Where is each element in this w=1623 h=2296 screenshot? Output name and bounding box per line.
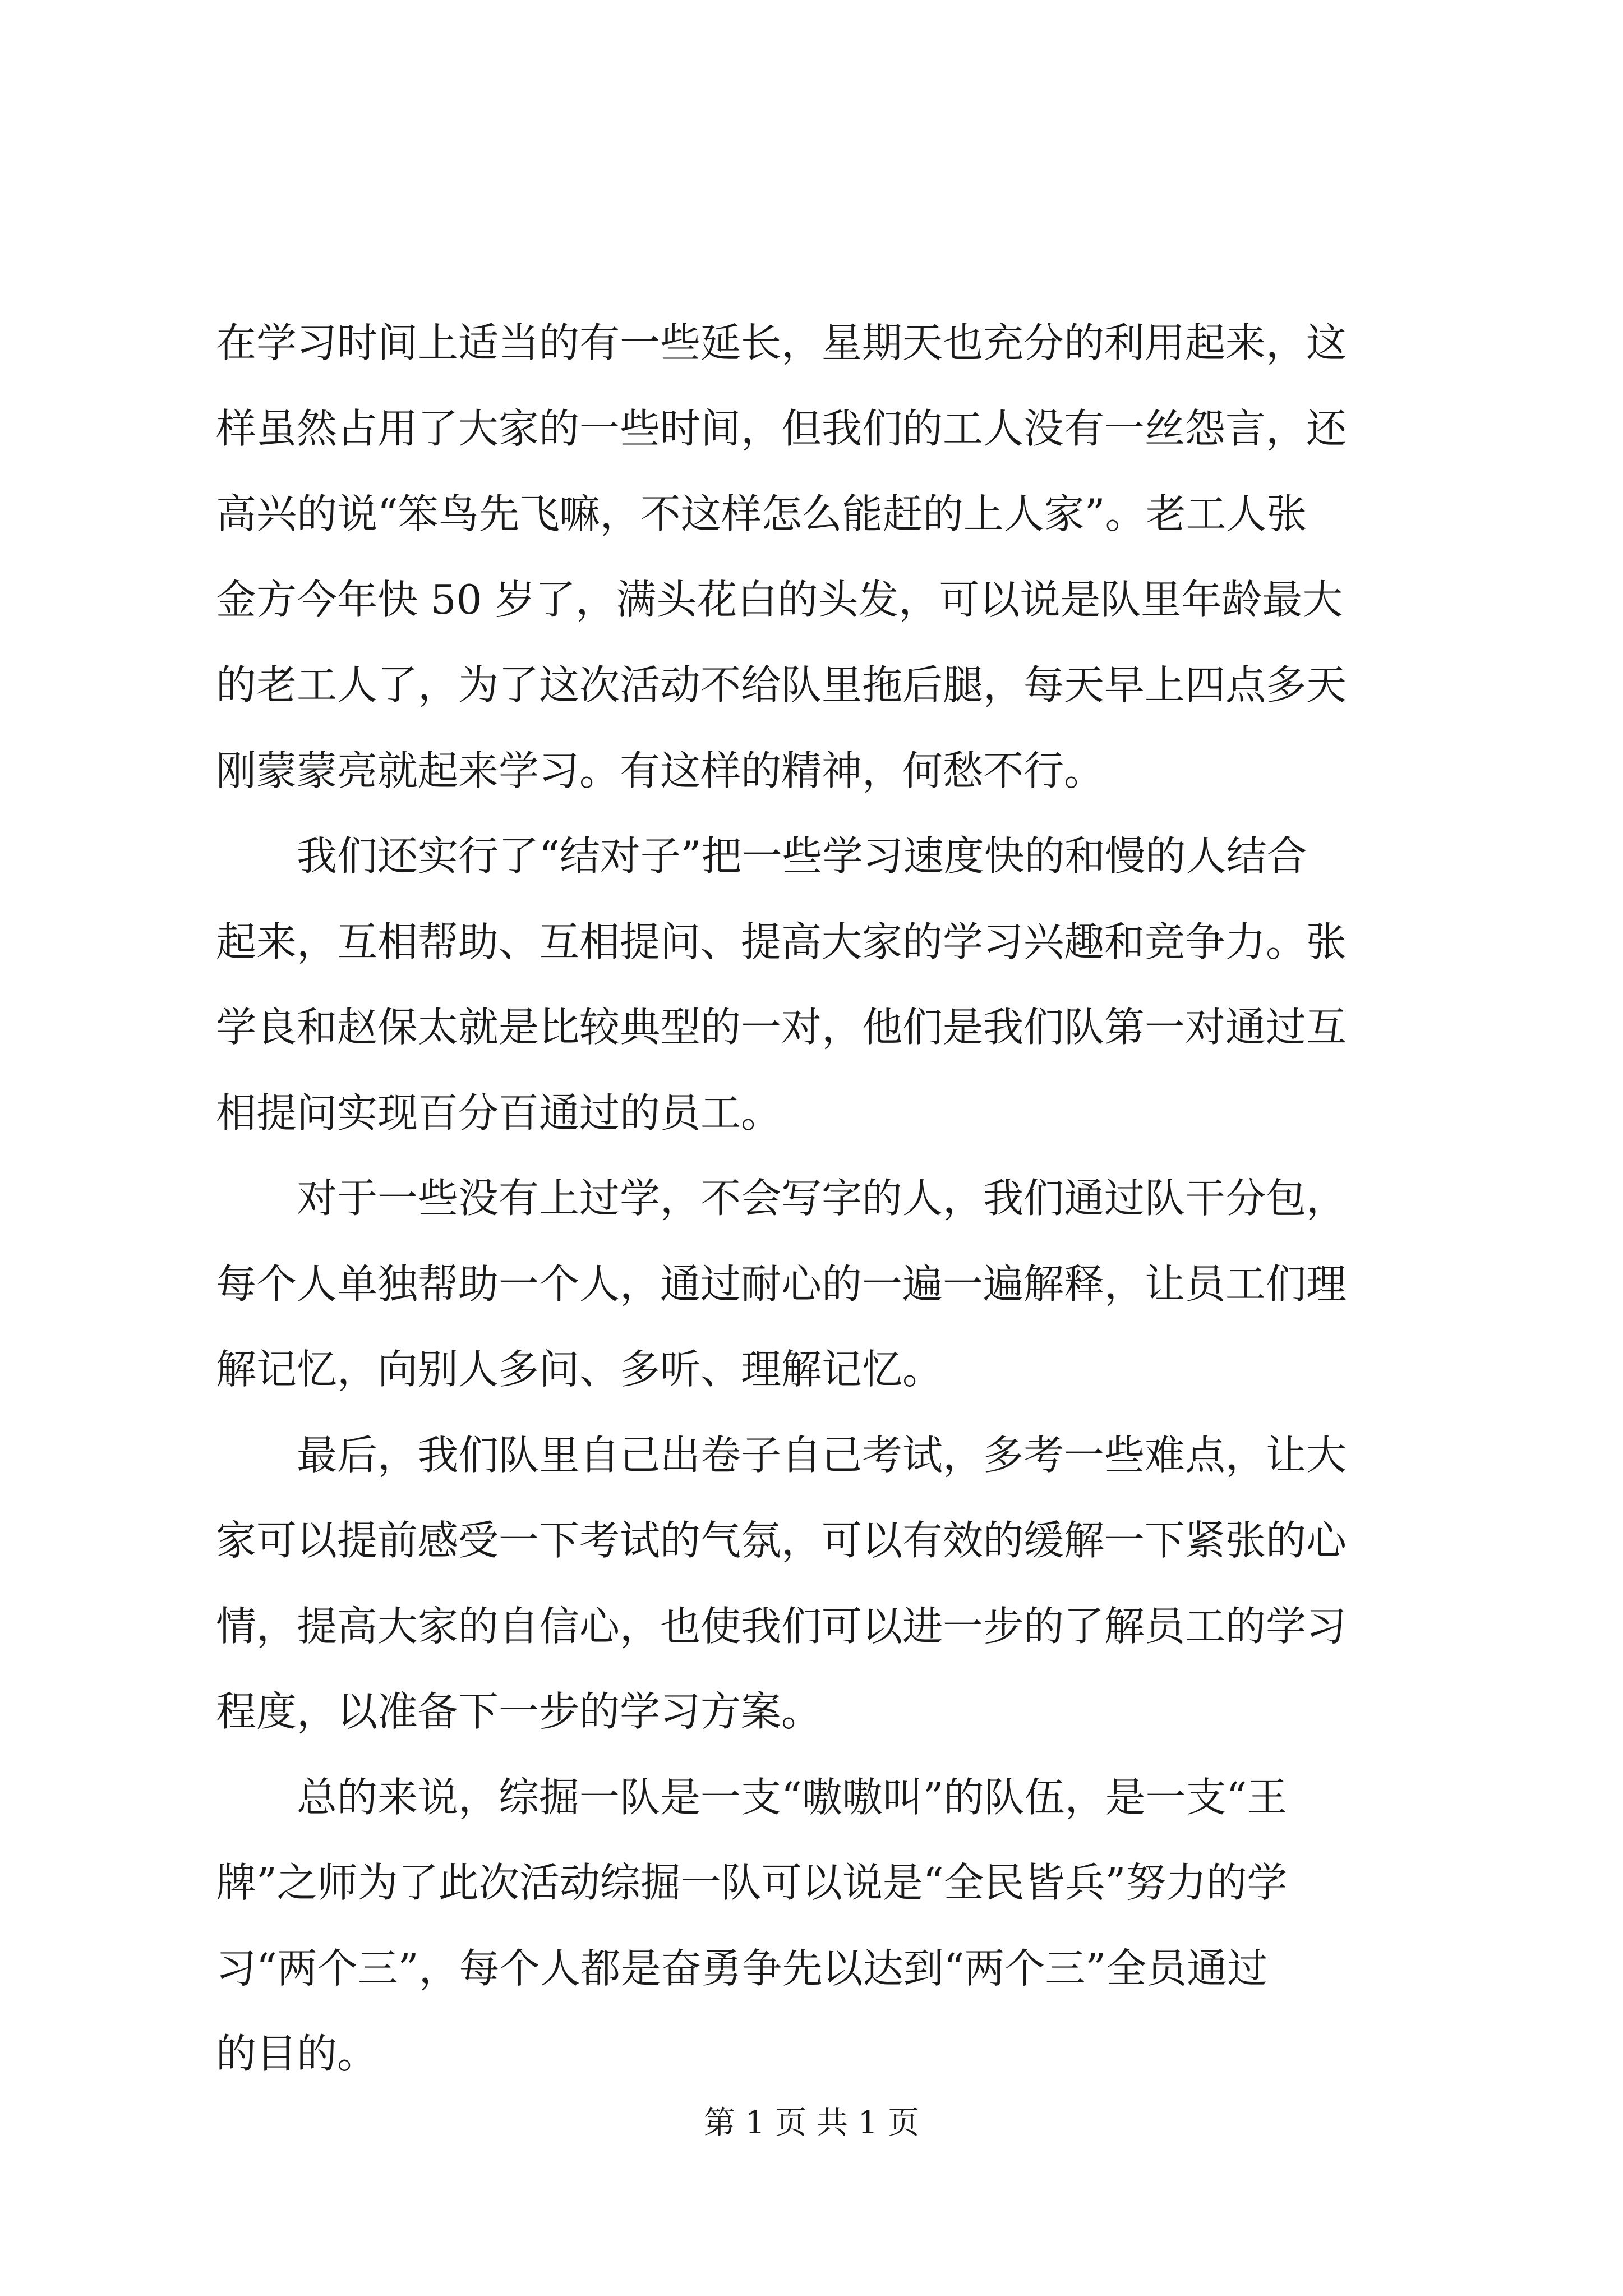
text-line: 样虽然占用了大家的一些时间，但我们的工人没有一丝怨言，还 (216, 404, 1347, 452)
text-line: 总的来说，综掘一队是一支“嗷嗷叫”的队伍，是一支“王 (216, 1773, 1288, 1821)
text-line: 高兴的说“笨鸟先飞嘛，不这样怎么能赶的上人家”。老工人张 (216, 490, 1307, 537)
text-line: 金方今年快 50 岁了，满头花白的头发，可以说是队里年龄最大 (216, 576, 1343, 623)
text-line: 学良和赵保太就是比较典型的一对，他们是我们队第一对通过互 (216, 1004, 1347, 1051)
text-line: 的老工人了，为了这次活动不给队里拖后腿，每天早上四点多天 (216, 661, 1347, 708)
text-line: 相提问实现百分百通过的员工。 (216, 1089, 782, 1137)
text-line: 解记忆，向别人多问、多听、理解记忆。 (216, 1346, 943, 1393)
text-line: 家可以提前感受一下考试的气氛，可以有效的缓解一下紧张的心 (216, 1517, 1347, 1564)
text-line: 我们还实行了“结对子”把一些学习速度快的和慢的人结合 (216, 832, 1307, 880)
text-line: 程度，以准备下一步的学习方案。 (216, 1688, 822, 1735)
text-line: 起来，互相帮助、互相提问、提高大家的学习兴趣和竞争力。张 (216, 918, 1347, 965)
document-body (216, 300, 1430, 2097)
text-line: 刚蒙蒙亮就起来学习。有这样的精神，何愁不行。 (216, 747, 1105, 794)
text-line: 情，提高大家的自信心，也使我们可以进一步的了解员工的学习 (216, 1602, 1347, 1650)
text-line: 在学习时间上适当的有一些延长，星期天也充分的利用起来，这 (216, 319, 1347, 366)
page-footer: 第 1 页 共 1 页 (703, 2105, 920, 2141)
text-line: 习“两个三”，每个人都是奋勇争先以达到“两个三”全员通过 (216, 1944, 1268, 1992)
text-line: 牌”之师为了此次活动综掘一队可以说是“全民皆兵”努力的学 (216, 1859, 1288, 1906)
text-line: 对于一些没有上过学，不会写字的人，我们通过队干分包， (216, 1175, 1347, 1222)
text-line: 最后，我们队里自己出卷子自己考试，多考一些难点，让大 (216, 1431, 1347, 1479)
text-line: 的目的。 (216, 2030, 378, 2077)
text-line: 每个人单独帮助一个人，通过耐心的一遍一遍解释，让员工们理 (216, 1260, 1347, 1308)
